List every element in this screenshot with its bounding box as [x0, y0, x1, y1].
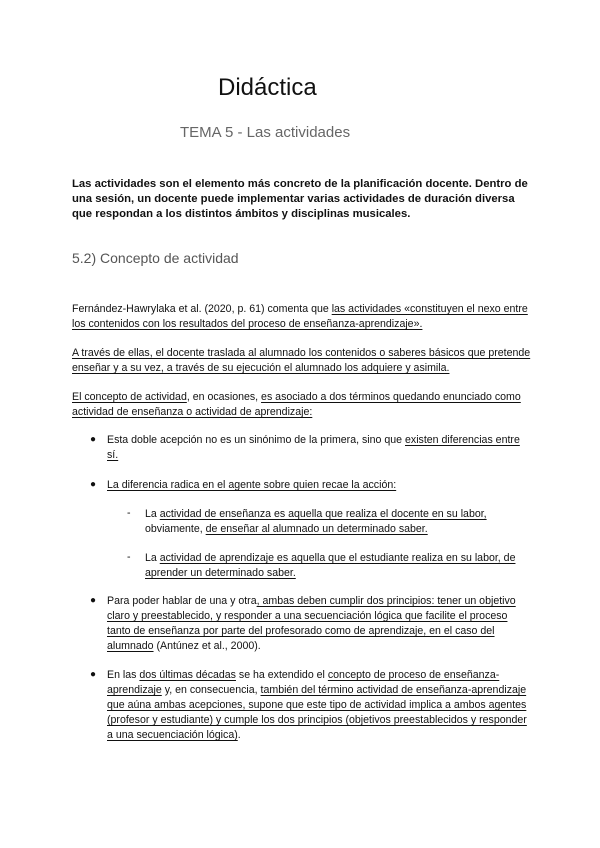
bullet-icon: ●	[90, 595, 97, 606]
d1-text-c: obviamente,	[145, 523, 206, 535]
b4-underlined-f: también del término actividad de enseñanza-aprendizaje que aúna ambas acepciones, supone que este tipo de actividad implica a ambos agentes (profesor y estudiante) y cumple los dos principios (objetivos preestablecidos y responder a una secuenciación lógica)	[107, 684, 527, 741]
b1-underlined: existen diferencias entre sí.	[107, 434, 520, 461]
d1-underlined-d: de enseñar al alumnado un determinado saber.	[205, 523, 428, 535]
b4-text-c: se ha extendido el	[235, 669, 328, 681]
document-title: Didáctica	[218, 74, 317, 101]
b4-text-e: y, en consecuencia,	[161, 684, 261, 696]
paragraph-1	[72, 302, 534, 332]
b4-underlined-b: dos últimas décadas	[139, 669, 236, 681]
b2-underlined: La diferencia radica en el agente sobre quien recae la acción:	[107, 479, 397, 491]
intro-paragraph: Las actividades son el elemento más concreto de la planificación docente. Dentro de una sesión, un docente puede implementar varias actividades de duración diversa que respondan a los distintos ámbitos y disciplinas musicales.	[72, 178, 528, 220]
bullet-2	[107, 478, 532, 493]
paragraph-3	[72, 390, 534, 420]
sub-item-2	[145, 551, 530, 581]
bullet-icon: ●	[90, 434, 97, 445]
paragraph-2	[72, 346, 534, 376]
bullet-4	[107, 668, 532, 743]
p3-underlined-a: El concepto de actividad	[72, 391, 187, 403]
b3-text-c: (Antúnez et al., 2000).	[153, 640, 261, 652]
d1-text-a: La	[145, 508, 160, 520]
d1-underlined-b: actividad de enseñanza es aquella que realiza el docente en su labor,	[159, 508, 487, 520]
section-heading: 5.2) Concepto de actividad	[72, 250, 239, 266]
b1-text: Esta doble acepción no es un sinónimo de la primera, sino que	[107, 434, 405, 446]
p2-underlined: A través de ellas, el docente traslada al alumnado los contenidos o saberes básicos que pretende enseñar y a su vez, a través de su ejecución el alumnado los adquiere y asimila.	[72, 347, 531, 374]
b4-text-a: En las	[107, 669, 140, 681]
document-subtitle: TEMA 5 - Las actividades	[180, 124, 351, 141]
bullet-icon: ●	[90, 479, 97, 490]
dash-icon: -	[127, 551, 131, 563]
sub-item-1	[145, 507, 530, 537]
p1-text: Fernández-Hawrylaka et al. (2020, p. 61) comenta que	[72, 303, 332, 315]
p1-underlined: las actividades «constituyen el nexo entre los contenidos con los resultados del proceso de enseñanza-aprendizaje».	[72, 303, 528, 330]
bullet-icon: ●	[90, 669, 97, 680]
bullet-1	[107, 433, 532, 463]
b4-underlined-d: concepto de proceso de enseñanza-aprendizaje	[107, 669, 500, 696]
b4-text-g: .	[237, 729, 241, 741]
b3-underlined: , ambas deben cumplir dos principios: tener un objetivo claro y preestablecido, y responder a una secuenciación lógica que facilite el proceso tanto de enseñanza por parte del profesorado como de aprendizaje, en el caso del alumnado	[107, 595, 516, 652]
d2-text-a: La	[145, 552, 160, 564]
p3-text: , en ocasiones,	[186, 391, 262, 403]
bullet-3	[107, 594, 532, 654]
dash-icon: -	[127, 507, 131, 519]
p3-underlined-c: es asociado a dos términos quedando enunciado como actividad de enseñanza o actividad de aprendizaje:	[72, 391, 521, 418]
b3-text-a: Para poder hablar de una y otra	[107, 595, 257, 607]
d2-underlined-b: actividad de aprendizaje es aquella que el estudiante realiza en su labor, de aprender un determinado saber.	[145, 552, 516, 579]
